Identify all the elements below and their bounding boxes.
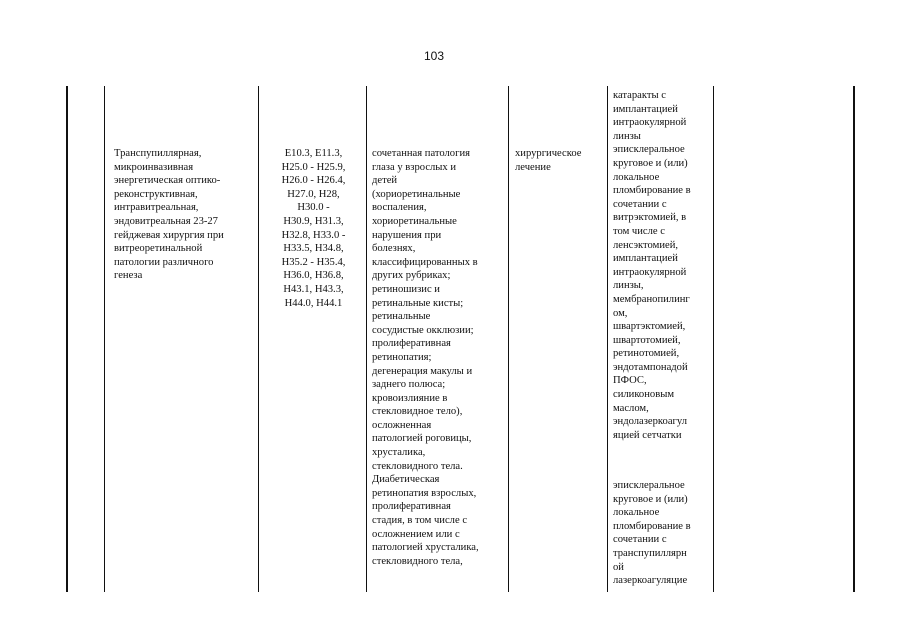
cell-treatment-type: хирургическое лечение (515, 148, 582, 173)
column-divider (258, 86, 259, 592)
cell-method-name: Транспупиллярная, микроинвазивная энергетическая оптико- реконструктивная, интравитреальная, эндовитреальная 23-27 гейджевая хирургия при витреоретинальной патологии различного генеза (114, 148, 224, 282)
table-border-right (853, 86, 855, 592)
column-divider (607, 86, 608, 592)
column-divider (508, 86, 509, 592)
column-divider (104, 86, 105, 592)
cell-method-b: эписклеральное круговое и (или) локальное пломбирование в сочетании с транспупиллярн ой лазеркоагуляцие (613, 480, 691, 587)
cell-patient-model: сочетанная патология глаза у взрослых и детей (хориоретинальные воспаления, хориоретинальные нарушения при болезнях, классифицированных в других рубриках; ретиношизис и ретинальные кисты; ретинальные сосудистые окклюзии; пролиферативная ретинопатия; дегенерация макулы и заднего полюса; кровоизлияние в стекловидное тело), осложненная патологией роговицы, хрусталика, стекловидного тела. Диабетическая ретинопатия взрослых, пролиферативная стадия, в том числе с осложнением или с патологией хрусталика, стекловидного тела, (372, 148, 479, 567)
page-number: 103 (423, 49, 445, 63)
column-divider (713, 86, 714, 592)
cell-icd-codes: Е10.3, Е11.3, Н25.0 - Н25.9, Н26.0 - Н26.4, Н27.0, Н28, Н30.0 - Н30.9, Н31.3, Н32.8, Н33.0 - Н33.5, Н34.8, Н35.2 - Н35.4, Н36.0, Н36.8, Н43.1, Н43.3, Н44.0, Н44.1 (281, 148, 346, 309)
column-divider (366, 86, 367, 592)
table-border-left (66, 86, 68, 592)
cell-method-a: катаракты с имплантацией интраокулярной линзы эписклеральное круговое и (или) локальное пломбирование в сочетании с витрэктомией, в том числе с ленсэктомией, имплантацией интраокулярной линзы, мембранопилинг ом, швартэктомией, швартотомией, ретинотомией, эндотампонадой ПФОС, силиконовым маслом, эндолазеркоагул яцией сетчатки (613, 90, 691, 441)
